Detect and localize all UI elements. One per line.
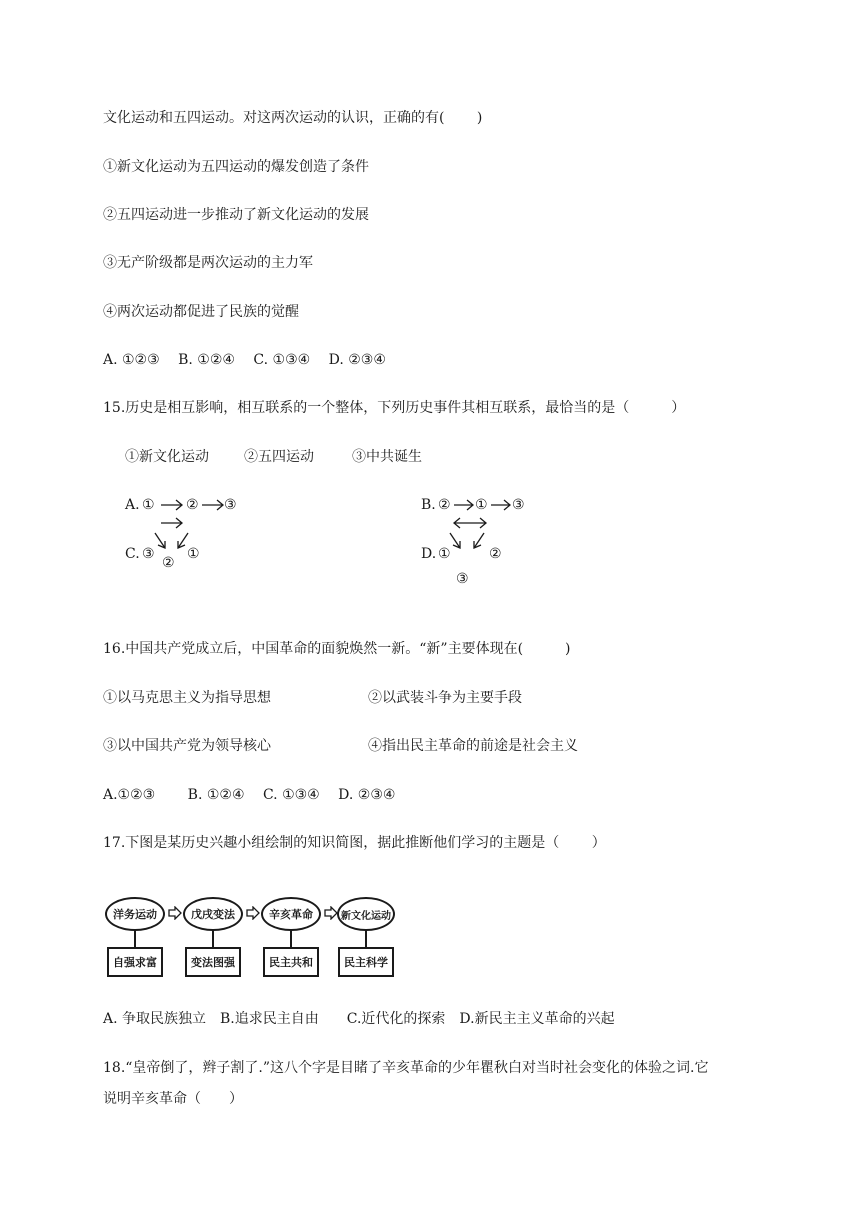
q18-stem-line-2: 说明辛亥革命（ ） (103, 1091, 243, 1107)
connector-line (134, 930, 136, 948)
q17-options: A. 争取民族独立 B.追求民主自由 C.近代化的探索 D.新民主主义革命的兴起 (103, 1011, 615, 1027)
diagram-box-2: 变法图强 (185, 947, 241, 977)
q16-item-3: ③以中国共产党为领导核心 (103, 738, 271, 754)
down-right-arrow-icon (153, 531, 169, 551)
q16-item-2: ②以武装斗争为主要手段 (368, 690, 522, 706)
q16-stem: 16.中国共产党成立后，中国革命的面貌焕然一新。“新”主要体现在( ) (103, 641, 571, 657)
q15-option-c-label: C. (125, 546, 140, 562)
right-arrow-icon (490, 498, 512, 512)
q16-item-4: ④指出民主革命的前途是社会主义 (368, 738, 578, 754)
q15-option-c-node-3: ① (187, 546, 200, 562)
connector-line (212, 930, 214, 948)
q15-event-2: ②五四运动 (244, 449, 314, 465)
q14-stem-continuation: 文化运动和五四运动。对这两次运动的认识，正确的有( ) (103, 110, 483, 126)
q15-option-b-node-2: ① (475, 497, 488, 513)
q15-option-a-node-3: ③ (224, 497, 237, 513)
q16-item-1: ①以马克思主义为指导思想 (103, 690, 271, 706)
hollow-arrow-icon (324, 906, 338, 924)
q14-item-2: ②五四运动进一步推动了新文化运动的发展 (103, 207, 369, 223)
q14-item-1: ①新文化运动为五四运动的爆发创造了条件 (103, 159, 369, 175)
q15-option-d-node-2: ② (489, 546, 502, 562)
connector-line (365, 930, 367, 948)
diagram-oval-1: 洋务运动 (105, 897, 165, 931)
q17-stem: 17.下图是某历史兴趣小组绘制的知识简图，据此推断他们学习的主题是（ ） (103, 835, 606, 851)
q15-option-a-node-1: ① (142, 497, 155, 513)
q15-option-c-node-2: ② (162, 555, 175, 571)
connector-line (290, 930, 292, 948)
q17-knowledge-diagram (105, 897, 395, 979)
q14-item-3: ③无产阶级都是两次运动的主力军 (103, 255, 313, 271)
diagram-box-3: 民主共和 (263, 947, 319, 977)
right-arrow-icon (160, 498, 184, 512)
double-arrow-icon (452, 517, 488, 529)
down-left-arrow-icon (470, 531, 486, 551)
diagram-box-1: 自强求富 (107, 947, 163, 977)
q15-stem: 15.历史是相互影响，相互联系的一个整体，下列历史事件其相互联系，最恰当的是（ ） (103, 400, 686, 416)
q15-option-b-node-3: ③ (512, 497, 525, 513)
q15-event-3: ③中共诞生 (352, 449, 422, 465)
q14-options: A. ①②③ B. ①②④ C. ①③④ D. ②③④ (103, 352, 386, 368)
q15-event-1: ①新文化运动 (125, 449, 209, 465)
down-right-arrow-icon (448, 531, 464, 551)
q14-item-4: ④两次运动都促进了民族的觉醒 (103, 304, 299, 320)
q15-option-a-node-2: ② (186, 497, 199, 513)
q15-option-a-label: A. (125, 497, 140, 513)
q16-options: A.①②③ B. ①②④ C. ①③④ D. ②③④ (103, 787, 396, 803)
hollow-arrow-icon (246, 906, 260, 924)
q15-option-c-node-1: ③ (142, 546, 155, 562)
q15-option-d-label: D. (421, 546, 437, 562)
diagram-oval-4: 新文化运动 (337, 897, 395, 931)
diagram-oval-3: 辛亥革命 (261, 897, 321, 931)
q15-option-b-label: B. (421, 497, 436, 513)
right-arrow-icon (160, 517, 184, 529)
q18-stem-line-1: 18.“皇帝倒了，辫子割了.”这八个字是目睹了辛亥革命的少年瞿秋白对当时社会变化的体验之词.它 (103, 1060, 709, 1076)
q15-option-d-node-3: ③ (456, 571, 469, 587)
right-arrow-icon (453, 498, 475, 512)
diagram-oval-2: 戊戌变法 (183, 897, 243, 931)
diagram-box-4: 民主科学 (338, 947, 394, 977)
right-arrow-icon (201, 498, 225, 512)
q15-option-d-node-1: ① (438, 546, 451, 562)
hollow-arrow-icon (168, 906, 182, 924)
q15-option-b-node-1: ② (438, 497, 451, 513)
